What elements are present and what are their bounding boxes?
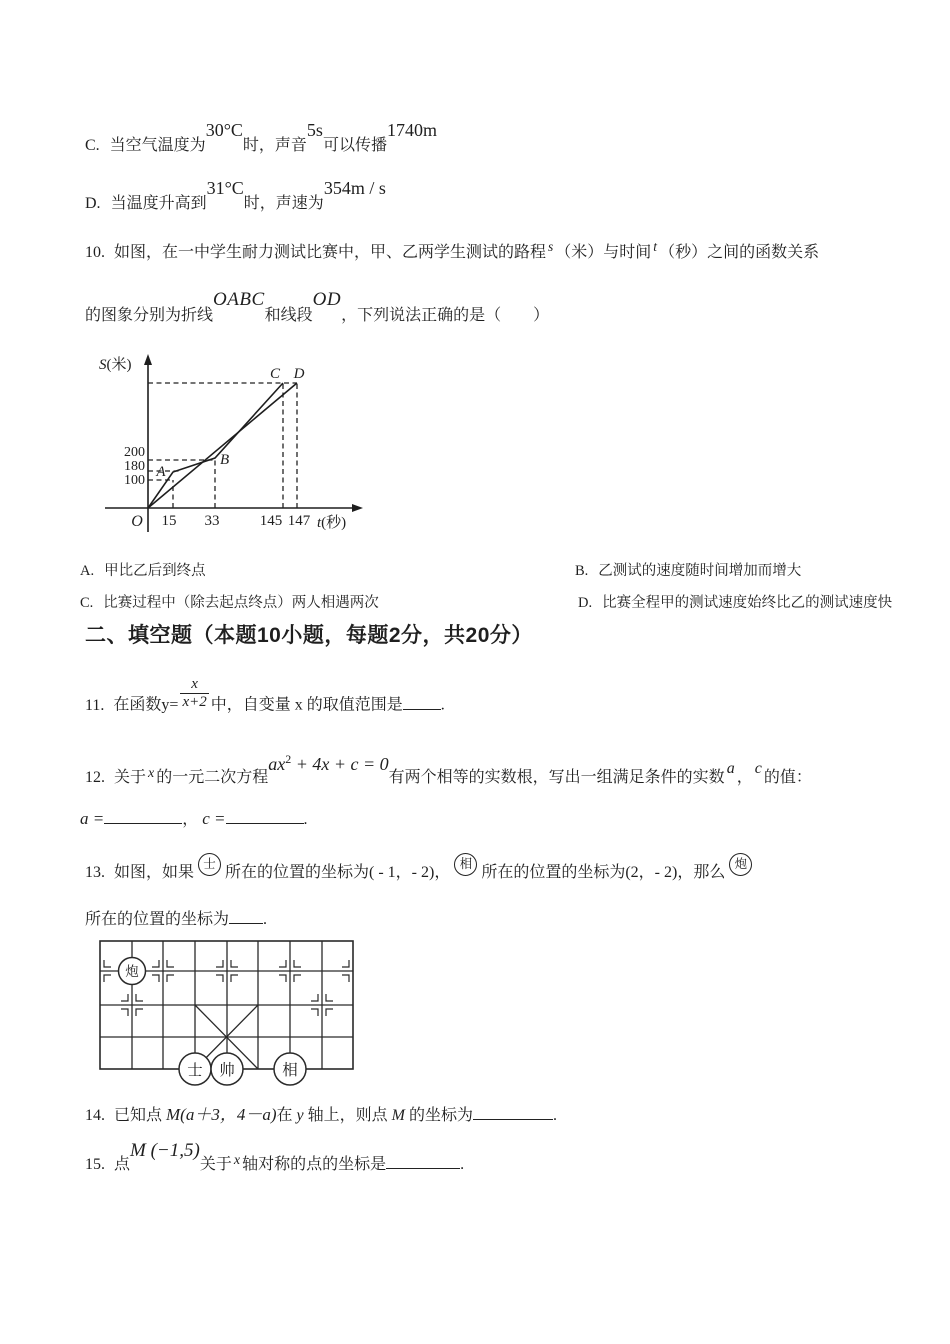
question10-line2 [85, 289, 550, 327]
fraction-denominator: x+2 [182, 693, 207, 710]
y-axis-label: S(米) [99, 357, 132, 373]
question-text: 在 [276, 1107, 297, 1124]
option-text: 当温度升高到 [110, 195, 207, 212]
question-text: 的图象分别为折线 [85, 307, 214, 324]
math-a-equals: a = [80, 809, 105, 828]
math-var-s: s [548, 239, 554, 254]
question-text: 有两个相等的实数根，写出一组满足条件的实数 [388, 769, 725, 786]
math-var-x: x [233, 1153, 241, 1168]
math-speed: 354m / s [323, 178, 386, 198]
period: . [552, 1107, 557, 1124]
option-label: A. [80, 563, 95, 579]
option-label: D. [85, 195, 101, 212]
question10-option-c [80, 592, 379, 614]
question-number: 10. [85, 244, 105, 261]
math-point-M: M(a＋3，4－a) [166, 1105, 277, 1124]
fraction [180, 676, 208, 710]
question-text: 关于 [199, 1156, 232, 1173]
x-axis-label: t(秒) [317, 515, 347, 531]
answer-blank [104, 808, 182, 824]
question-text: 的值： [763, 769, 812, 786]
x-axis-arrow-icon [352, 504, 363, 512]
section2-header: 二、填空题（本题10小题，每题2分，共20分） [85, 624, 533, 647]
question-text: 所在的位置的坐标为 [85, 911, 230, 928]
piece-char: 相 [459, 857, 473, 871]
tick-147: 147 [287, 513, 311, 529]
answer-blank [229, 908, 263, 924]
distance-time-graph [95, 350, 370, 536]
question10-option-d [578, 592, 892, 614]
question-number: 15. [85, 1156, 105, 1173]
option-text: 比赛过程中（除去起点终点）两人相遇两次 [103, 595, 379, 611]
option-text: 时，声音 [242, 137, 307, 154]
math-var-x: x [148, 766, 155, 781]
math-var-M: M [391, 1107, 405, 1124]
question12-line1 [85, 752, 812, 790]
tick-100: 100 [124, 473, 145, 488]
question9-option-c [85, 120, 437, 157]
fraction-numerator: x [180, 676, 208, 694]
option-text: 甲比乙后到终点 [104, 563, 206, 579]
question-text: 所在的位置的坐标为(2，- 2)，那么 [481, 864, 726, 881]
series-yi-segment-OD [148, 383, 297, 508]
board-pieces [119, 958, 307, 1086]
question-text: 的一元二次方程 [156, 769, 269, 786]
question13-line1 [85, 857, 756, 885]
period: . [440, 696, 445, 714]
option-text: 比赛全程甲的测试速度始终比乙的测试速度快 [602, 595, 893, 611]
period: . [460, 1156, 465, 1173]
xiangqi-board [85, 936, 375, 1088]
option-text: 当空气温度为 [109, 137, 206, 154]
origin-label: O [131, 513, 143, 530]
answer-blank [386, 1153, 460, 1169]
question-text: 如图，如果 [114, 864, 195, 881]
question-number: 14. [85, 1107, 105, 1124]
math-oabc: OABC [213, 289, 265, 310]
question-text: 所在的位置的坐标为( - 1，- 2)， [225, 864, 451, 881]
question-number: 13. [85, 864, 105, 881]
answer-blank [226, 808, 304, 824]
question-text: （米）与时间 [555, 244, 652, 261]
math-var-t: t [653, 239, 658, 254]
shi-piece-icon [198, 853, 221, 876]
question-text: 已知点 [114, 1107, 167, 1124]
math-var-a: a [726, 760, 735, 777]
question-number: 12. [85, 769, 105, 786]
question11 [85, 676, 445, 723]
equation-part: + 4x + c = 0 [291, 754, 389, 774]
math-equation [268, 754, 388, 774]
y-axis-arrow-icon [144, 354, 152, 365]
option-label: C. [85, 137, 100, 154]
question-text: 点 [114, 1156, 131, 1173]
tick-15: 15 [161, 513, 177, 529]
period: . [303, 811, 308, 828]
math-temperature: 31°C [206, 178, 244, 198]
equation-exponent: 2 [285, 752, 292, 766]
xiang-piece-label: 相 [282, 1062, 298, 1079]
math-distance: 1740m [386, 120, 437, 140]
question-text: 轴上，则点 [303, 1107, 392, 1124]
comma: ， [182, 811, 199, 828]
piece-char: 炮 [734, 857, 748, 871]
question12-line2 [80, 808, 308, 831]
question10-option-a [80, 560, 206, 582]
question-text: 中，自变量 x 的取值范围是 [210, 696, 403, 714]
math-var-y: y [296, 1107, 304, 1124]
question13-line2 [85, 908, 267, 931]
tick-33: 33 [204, 513, 220, 529]
pao-piece-label: 炮 [125, 964, 139, 979]
answer-blank [403, 694, 441, 710]
question-text: 轴对称的点的坐标是 [242, 1156, 387, 1173]
answer-blank [473, 1104, 553, 1120]
point-label-C: C [269, 366, 281, 382]
equation-part: ax [268, 754, 286, 774]
math-c-equals: c = [202, 809, 226, 828]
question-text: （秒）之间的函数关系 [659, 244, 820, 261]
math-temperature: 30°C [205, 120, 243, 140]
point-label-B: B [220, 452, 230, 468]
pao-piece-icon [729, 853, 752, 876]
question14 [85, 1104, 557, 1127]
option-label: C. [80, 595, 94, 611]
question10-option-b [575, 560, 801, 582]
option-text: 时，声速为 [243, 195, 324, 212]
option-label: B. [575, 563, 589, 579]
question-text: 在函数y= [113, 696, 179, 714]
question15 [85, 1140, 465, 1177]
question-number: 11. [85, 696, 105, 714]
xiang-piece-icon [454, 853, 477, 876]
math-duration: 5s [306, 120, 323, 140]
question9-option-d [85, 178, 386, 215]
math-var-c: c [754, 760, 762, 777]
point-label-D: D [293, 366, 305, 382]
point-label-A: A [156, 464, 166, 480]
question-text: 如图，在一中学生耐力测试比赛中，甲、乙两学生测试的路程 [114, 244, 547, 261]
math-point-M: M (−1,5) [130, 1140, 200, 1161]
option-text: 可以传播 [322, 137, 387, 154]
tick-200: 200 [124, 445, 145, 460]
tick-145: 145 [259, 513, 283, 529]
question10-line1 [85, 239, 820, 264]
shuai-piece-label: 帅 [219, 1062, 235, 1079]
comma: ， [736, 769, 753, 786]
option-label: D. [578, 595, 593, 611]
question-text: 关于 [114, 769, 147, 786]
tick-180: 180 [124, 459, 145, 474]
piece-char: 士 [203, 857, 216, 871]
option-text: 乙测试的速度随时间增加而增大 [598, 563, 802, 579]
period: . [263, 911, 268, 928]
question-text: 和线段 [264, 307, 313, 324]
math-od: OD [312, 289, 342, 310]
question-text: 的坐标为 [404, 1107, 473, 1124]
question-text: ，下列说法正确的是（ ） [341, 307, 550, 324]
shi-piece-label: 士 [187, 1062, 203, 1079]
